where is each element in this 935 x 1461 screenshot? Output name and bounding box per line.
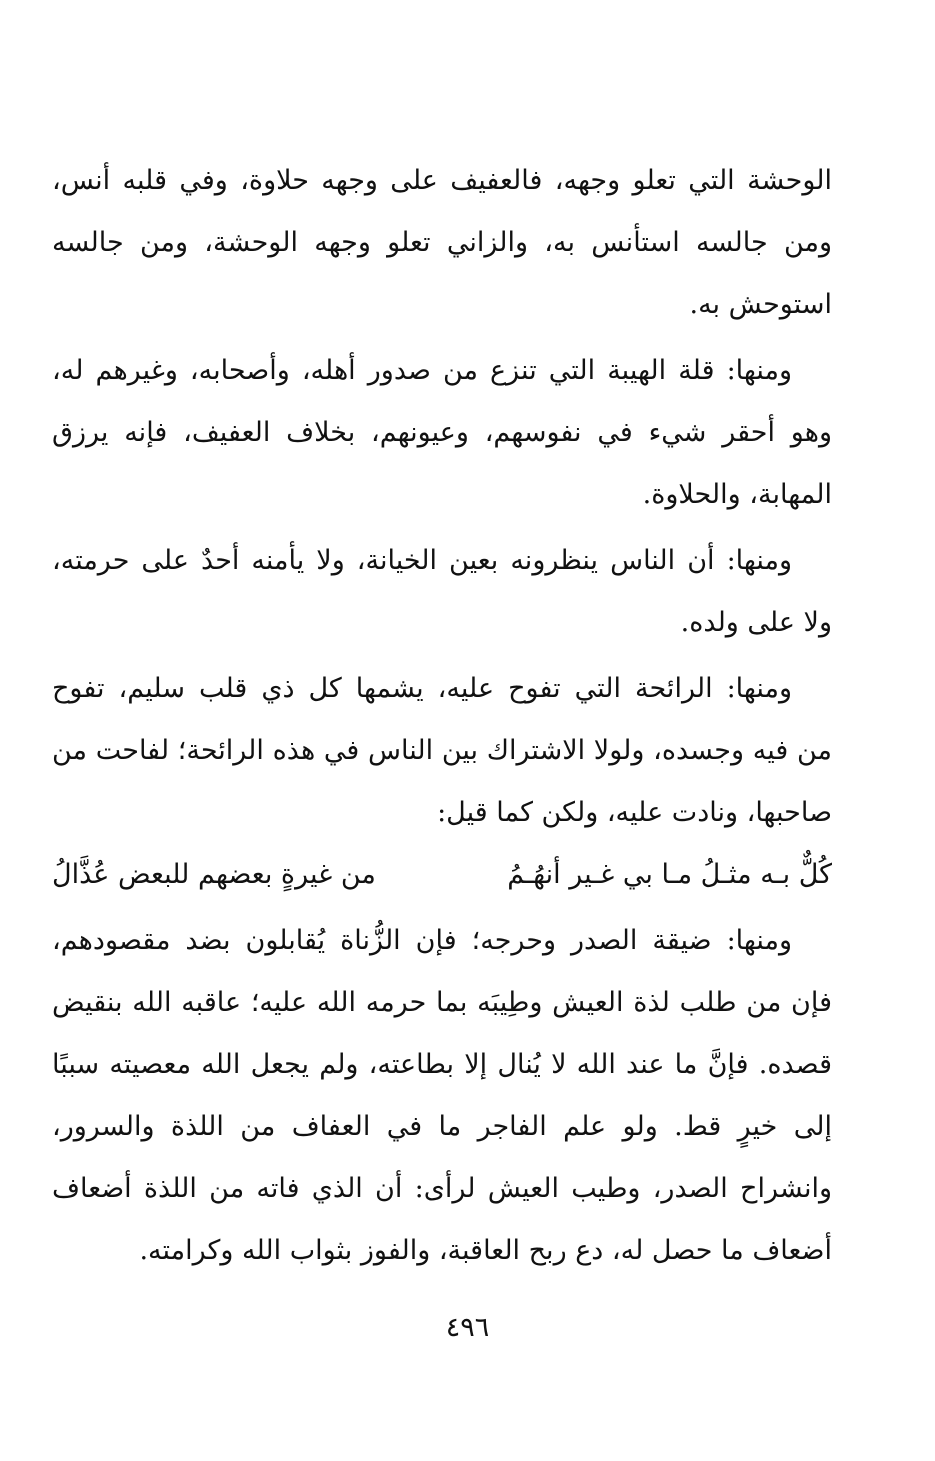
text-line: صاحبها، ونادت عليه، ولكن كما قيل: (437, 797, 832, 828)
paragraph (52, 910, 832, 1282)
text-line: إلى خيرٍ قط. ولو علم الفاجر ما في العفاف من اللذة والسرور، (52, 1111, 832, 1142)
text-line: ومنها: أن الناس ينظرونه بعين الخيانة، ولا يأمنه أحدٌ على حرمته، (52, 545, 792, 576)
text-line: قصده. فإنَّ ما عند الله لا يُنال إلا بطاعته، ولم يجعل الله معصيته سببًا (52, 1049, 832, 1080)
body-text (52, 150, 832, 1282)
paragraph (52, 150, 832, 336)
poetry-verse (52, 844, 832, 906)
paragraph (52, 340, 832, 526)
text-line: ولا على ولده. (680, 607, 832, 638)
text-line: الوحشة التي تعلو وجهه، فالعفيف على وجهه حلاوة، وفي قلبه أنس، (52, 165, 832, 196)
text-line: استوحش به. (689, 289, 832, 320)
text-line: ومنها: ضيقة الصدر وحرجه؛ فإن الزُّناة يُقابلون بضد مقصودهم، (52, 925, 792, 956)
paragraph (52, 658, 832, 844)
text-line: وانشراح الصدر، وطيب العيش لرأى: أن الذي فاته من اللذة أضعاف (52, 1173, 832, 1204)
text-line: ومن جالسه استأنس به، والزاني تعلو وجهه الوحشة، ومن جالسه (52, 227, 832, 258)
text-line: فإن من طلب لذة العيش وطِيبَه بما حرمه الله عليه؛ عاقبه الله بنقيض (52, 987, 832, 1018)
text-line: وهو أحقر شيء في نفوسهم، وعيونهم، بخلاف العفيف، فإنه يرزق (52, 417, 832, 448)
page-number: ٤٩٦ (445, 1312, 490, 1343)
text-line: ومنها: قلة الهيبة التي تنزع من صدور أهله، وأصحابه، وغيرهم له، (52, 355, 792, 386)
text-line: ومنها: الرائحة التي تفوح عليه، يشمها كل ذي قلب سليم، تفوح (52, 673, 792, 704)
text-line: أضعاف ما حصل له، دع ربح العاقبة، والفوز بثواب الله وكرامته. (139, 1235, 832, 1266)
verse-first-hemistich: كُلٌّ بـه مثـلُ مـا بي غـير أنهُـمُ (507, 859, 832, 890)
text-line: من فيه وجسده، ولولا الاشتراك بين الناس في هذه الرائحة؛ لفاحت من (52, 735, 832, 766)
verse-second-hemistich: من غيرةٍ بعضهم للبعض عُذَّالُ (52, 859, 376, 890)
paragraph (52, 530, 832, 654)
text-line: المهابة، والحلاوة. (642, 479, 832, 510)
